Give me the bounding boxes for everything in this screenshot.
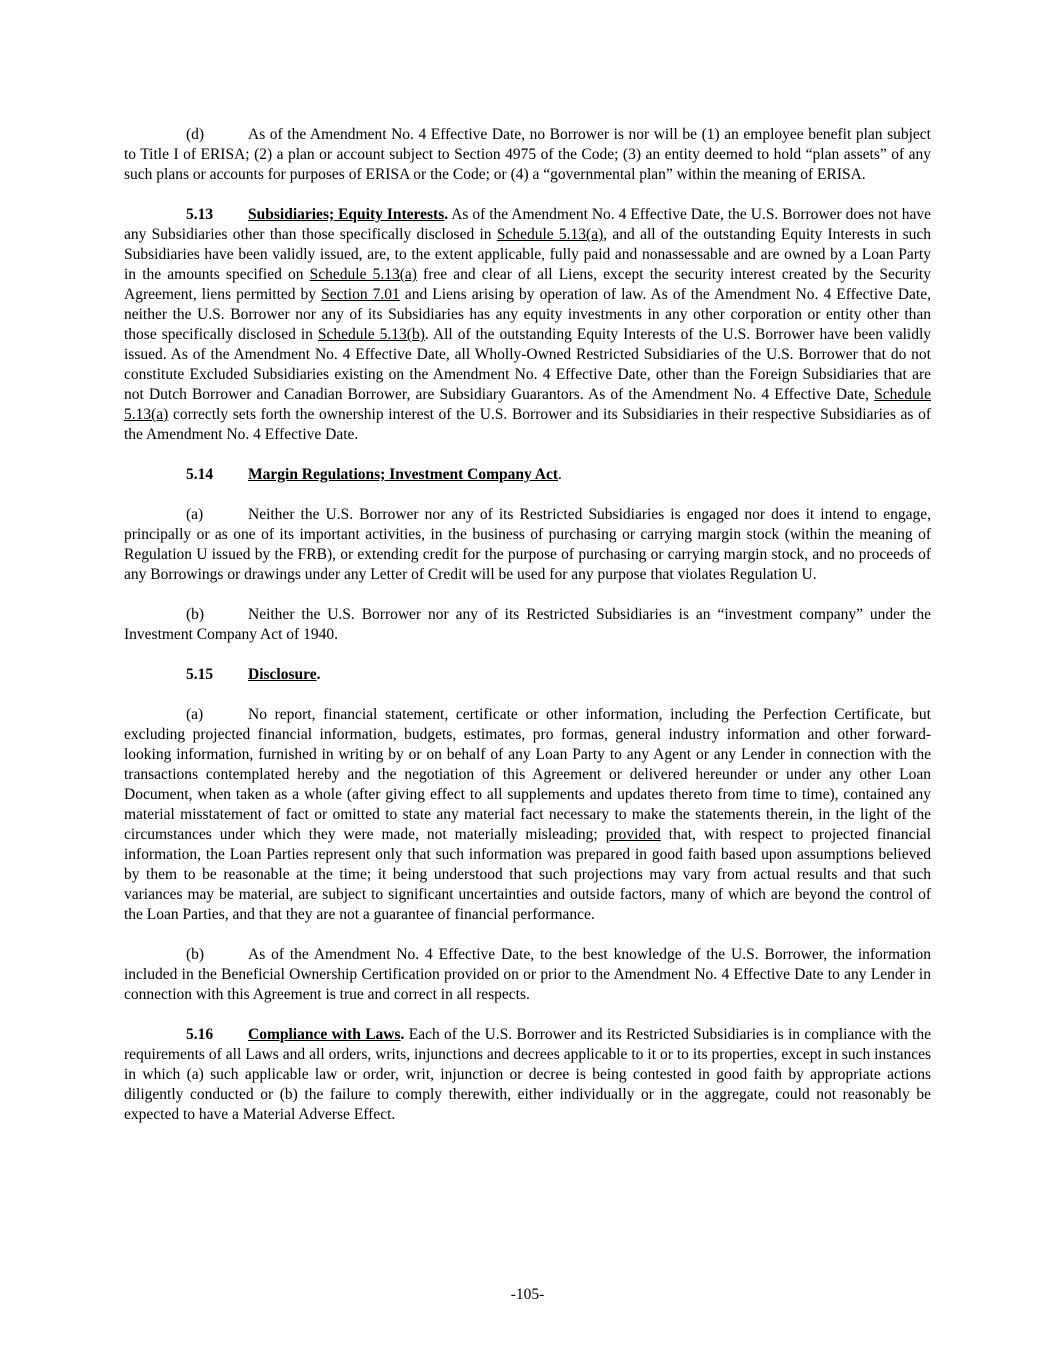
schedule-reference: Schedule 5.13(b) <box>317 326 425 343</box>
section-number: 5.13 <box>186 206 214 223</box>
paragraph-label: (b) <box>186 606 205 623</box>
section-heading: Disclosure <box>248 666 317 683</box>
section-5-15-a <box>124 705 931 925</box>
section-5-16 <box>124 1025 931 1125</box>
section-5-15-b <box>124 945 931 1005</box>
section-5-14-b <box>124 605 931 645</box>
schedule-reference: Schedule 5.13(a) <box>124 386 931 423</box>
section-text: correctly sets forth the ownership interest of the U.S. Borrower and its Subsidiaries in their respective Subsidiaries as of the Amendment No. 4 Effective Date. <box>124 406 931 443</box>
heading-punct: . <box>316 666 321 683</box>
paragraph-d <box>124 125 931 185</box>
schedule-reference: Schedule 5.13(a) <box>496 226 604 243</box>
paragraph-text: that, with respect to projected financial information, the Loan Parties represent only that such information was prepared in good faith based upon assumptions believed by them to be reasonable at the time; it being understood that such projections may vary from actual results and that such variances may be material, are subject to significant uncertainties and outside factors, many of which are beyond the control of the Loan Parties, and that they are not a guarantee of financial performance. <box>124 826 931 923</box>
section-5-14-heading <box>124 465 931 485</box>
heading-punct: . <box>558 466 562 483</box>
paragraph-text: As of the Amendment No. 4 Effective Date, no Borrower is nor will be (1) an employee benefit plan subject to Title I of ERISA; (2) a plan or account subject to Section 4975 of the Code; (3) an entity deemed to hold “plan assets” of any such plans or accounts for purposes of ERISA or the Code; or (4) a “governmental plan” within the meaning of ERISA. <box>124 126 931 183</box>
section-number: 5.15 <box>186 666 214 683</box>
section-number: 5.16 <box>186 1026 214 1043</box>
section-text: As of the Amendment No. 4 Effective Date, the U.S. Borrower does not have any Subsidiaries other than those specifically disclosed in <box>124 206 931 243</box>
heading-punct: . <box>444 206 449 223</box>
schedule-reference: Schedule 5.13(a) <box>309 266 417 283</box>
heading-punct: . <box>400 1026 405 1043</box>
section-5-15-heading <box>124 665 931 685</box>
paragraph-label: (b) <box>186 946 205 963</box>
paragraph-label: (a) <box>186 506 204 523</box>
section-heading: Margin Regulations; Investment Company Act <box>248 466 558 483</box>
section-number: 5.14 <box>186 466 214 483</box>
section-text: . All of the outstanding Equity Interests of the U.S. Borrower have been validly issued. As of the Amendment No. 4 Effective Date, all Wholly-Owned Restricted Subsidiaries of the U.S. Borrower that do not constitute Excluded Subsidiaries existing on the Amendment No. 4 Effective Date, other than the Foreign Subsidiaries that are not Dutch Borrower and Canadian Borrower, are Subsidiary Guarantors. As of the Amendment No. 4 Effective Date, <box>124 326 931 403</box>
paragraph-text: Neither the U.S. Borrower nor any of its Restricted Subsidiaries is an “investment company” under the Investment Company Act of 1940. <box>124 606 931 643</box>
paragraph-label: (a) <box>186 706 204 723</box>
section-text: , and all of the outstanding Equity Interests in such Subsidiaries have been validly issued, are, to the extent applicable, fully paid and nonassessable and are owned by a Loan Party in the amounts specified on <box>124 226 932 283</box>
section-reference: Section 7.01 <box>321 286 400 303</box>
page-number: -105- <box>510 1286 545 1303</box>
paragraph-text: As of the Amendment No. 4 Effective Date, to the best knowledge of the U.S. Borrower, the information included in the Beneficial Ownership Certification provided on or prior to the Amendment No. 4 Effective Date to any Lender in connection with this Agreement is true and correct in all respects. <box>124 946 931 1003</box>
section-5-14-a <box>124 505 931 585</box>
paragraph-text: No report, financial statement, certificate or other information, including the Perfection Certificate, but excluding projected financial information, budgets, estimates, pro formas, general industry information and other forward-looking information, furnished in writing by or on behalf of any Loan Party to any Agent or any Lender in connection with the transactions contemplated hereby and the negotiation of this Agreement or delivered hereunder or under any other Loan Document, when taken as a whole (after giving effect to all supplements and updates thereto from time to time), contained any material misstatement of fact or omitted to state any material fact necessary to make the statements therein, in the light of the circumstances under which they were made, not materially misleading; <box>124 706 931 843</box>
section-5-13 <box>124 205 931 445</box>
section-text: and Liens arising by operation of law. As of the Amendment No. 4 Effective Date, neither the U.S. Borrower nor any of its Subsidiaries has any equity investments in any other corporation or entity other than those specifically disclosed in <box>124 286 931 343</box>
section-text: free and clear of all Liens, except the security interest created by the Security Agreement, liens permitted by <box>124 266 931 303</box>
section-text: Each of the U.S. Borrower and its Restricted Subsidiaries is in compliance with the requirements of all Laws and all orders, writs, injunctions and decrees applicable to it or to its properties, except in such instances in which (a) such applicable law or order, writ, injunction or decree is being contested in good faith by appropriate actions diligently conducted or (b) the failure to comply therewith, either individually or in the aggregate, could not reasonably be expected to have a Material Adverse Effect. <box>124 1026 931 1123</box>
document-page <box>124 125 931 1145</box>
section-heading: Subsidiaries; Equity Interests <box>248 206 445 223</box>
provided-term: provided <box>605 826 661 843</box>
section-heading: Compliance with Laws <box>248 1026 401 1043</box>
paragraph-text: Neither the U.S. Borrower nor any of its Restricted Subsidiaries is engaged nor does it intend to engage, principally or as one of its important activities, in the business of purchasing or carrying margin stock (within the meaning of Regulation U issued by the FRB), or extending credit for the purpose of purchasing or carrying margin stock, and no proceeds of any Borrowings or drawings under any Letter of Credit will be used for any purpose that violates Regulation U. <box>124 506 931 583</box>
paragraph-label: (d) <box>186 126 205 143</box>
